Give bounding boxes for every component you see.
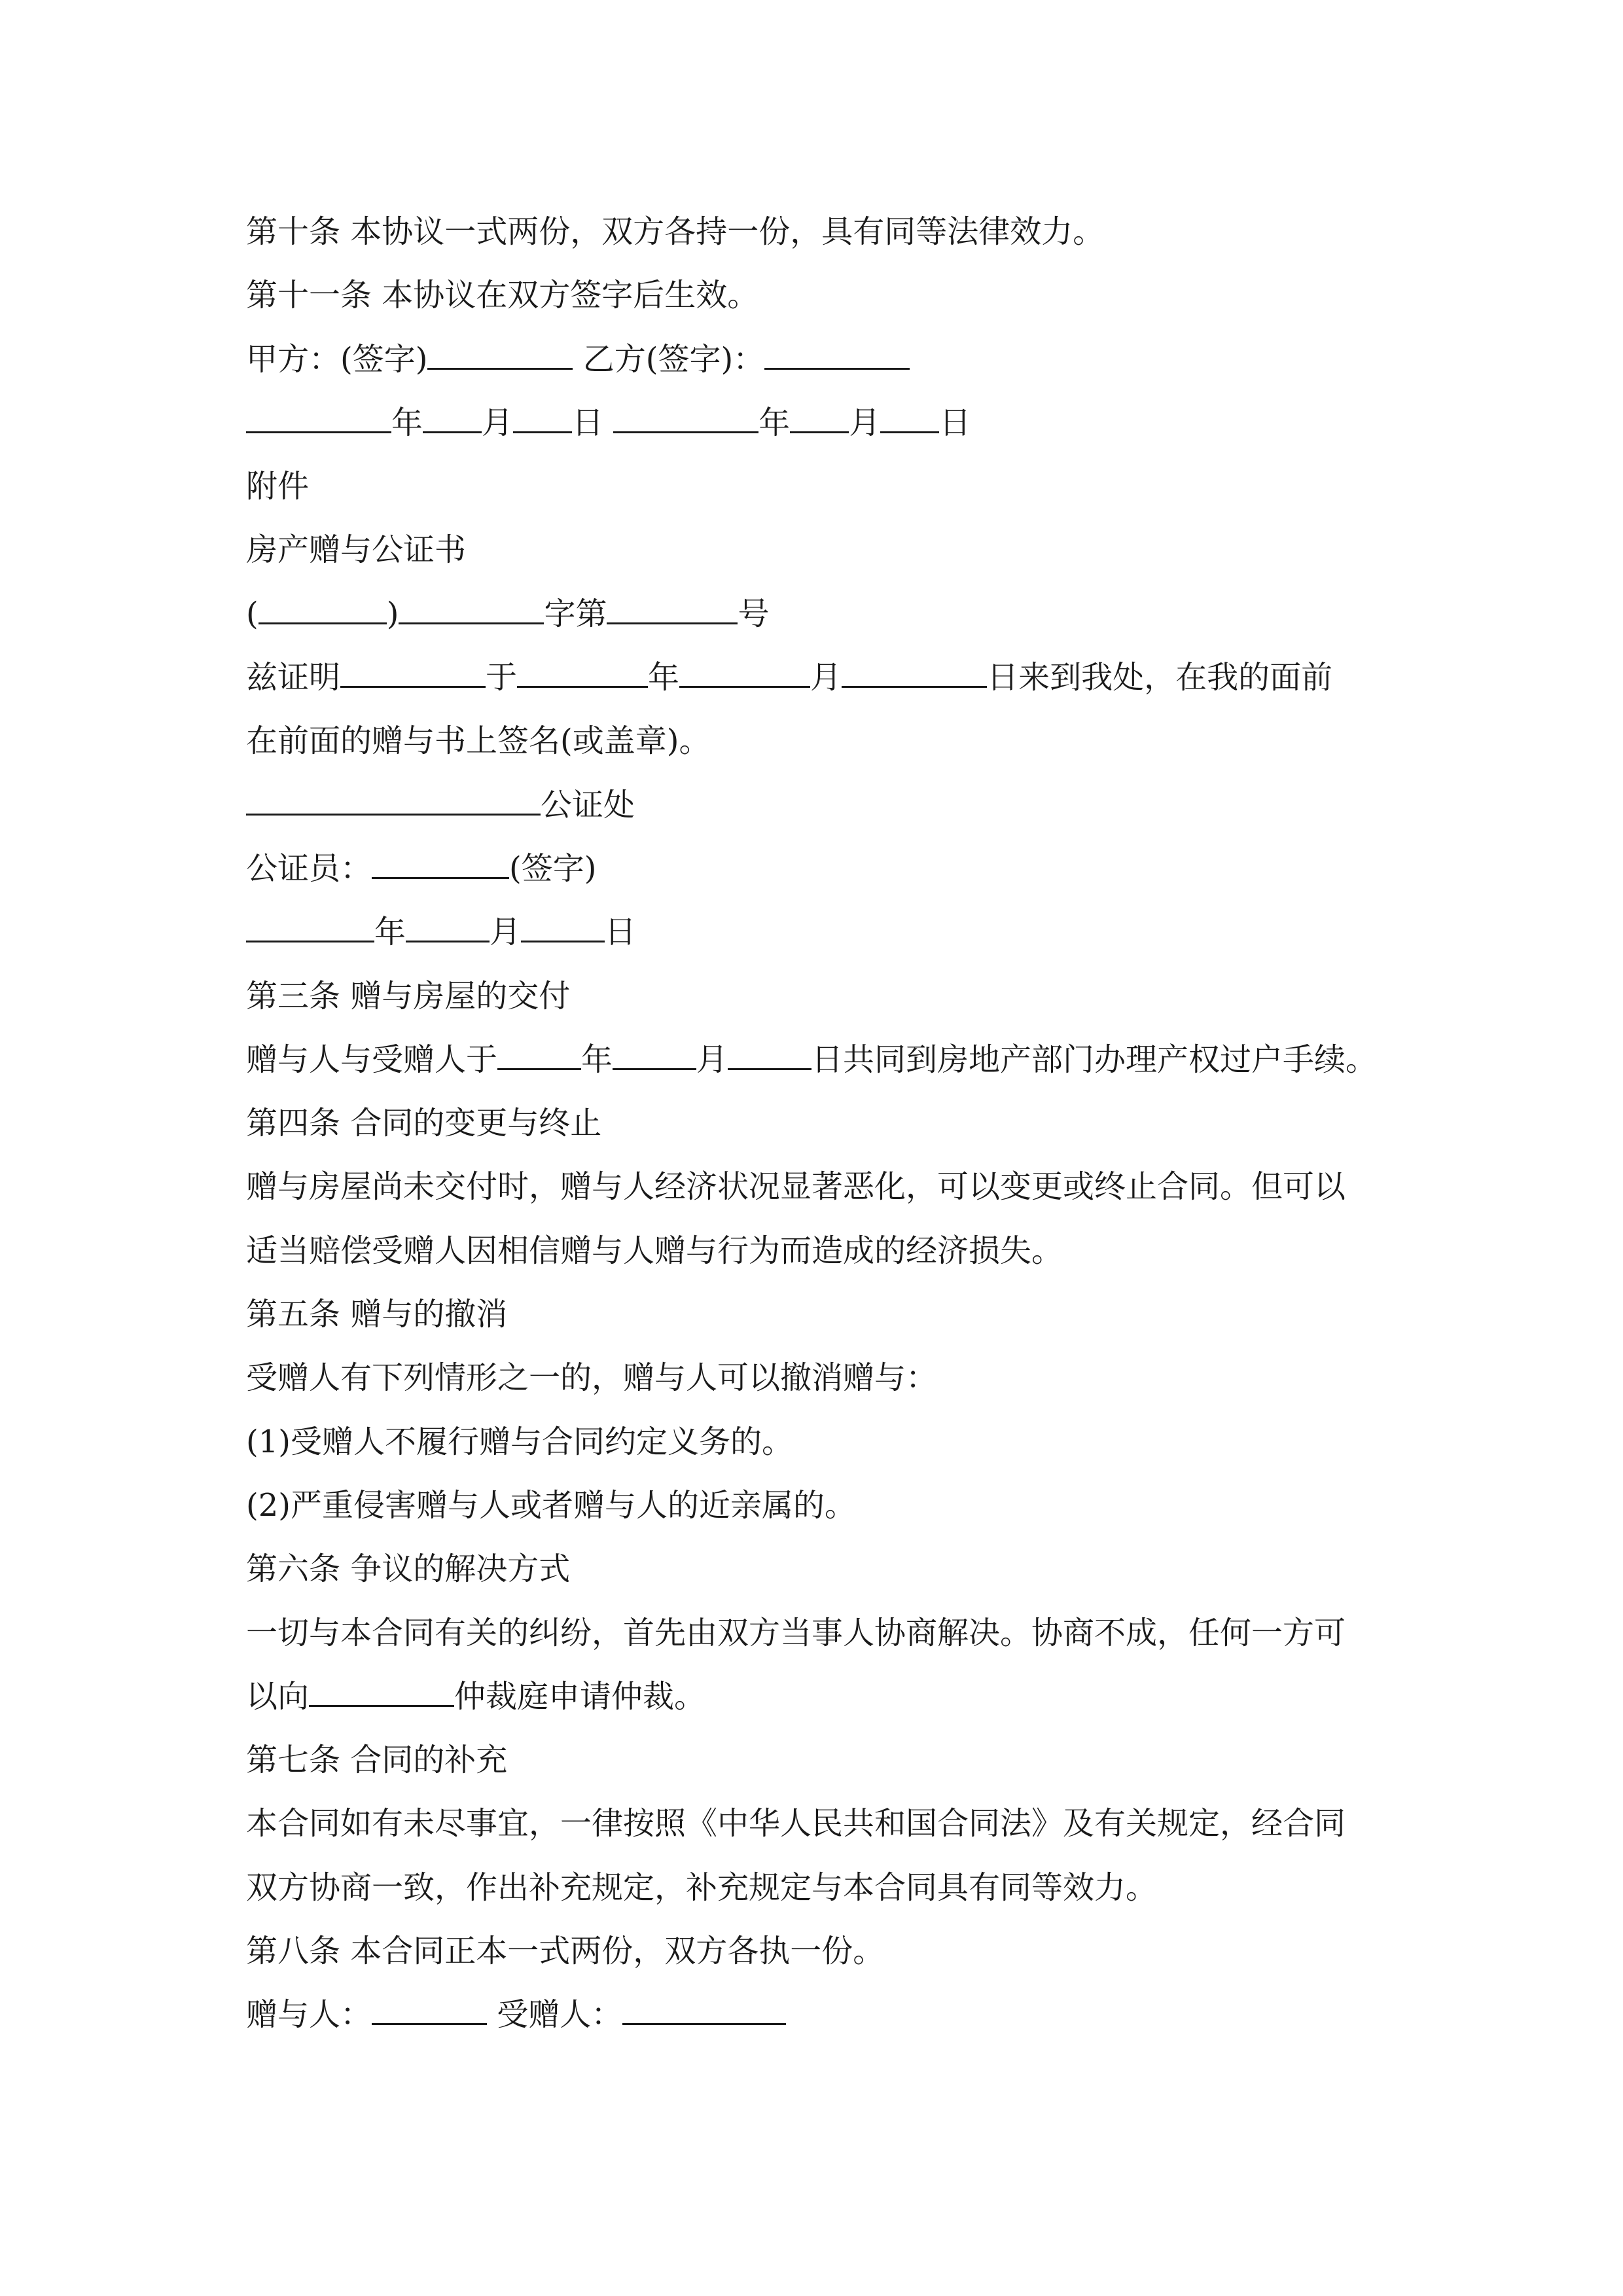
donee-signature-blank [622,1988,786,2025]
notary-office-line: 公证处 [246,774,1398,837]
month-blank [790,396,849,433]
notary-day-blank [521,905,605,942]
handover-day-blank [728,1033,812,1070]
donor-signature-blank [372,1988,487,2025]
notary-month-blank [406,905,490,942]
article-6-heading: 第六条 争议的解决方式 [246,1551,571,1588]
document-body [246,200,1398,2047]
year-blank [246,396,391,433]
article-8: 第八条 本合同正本一式两份，双方各执一份。 [246,1933,885,1970]
article-7-heading: 第七条 合同的补充 [246,1742,508,1779]
article-4-heading: 第四条 合同的变更与终止 [246,1105,602,1142]
signature-date-line: 年 月 日 年 月 日 [246,391,1398,455]
article-4-body-2: 适当赔偿受赠人因相信赠与人赠与行为而造成的经济损失。 [246,1232,1063,1269]
article-5-item-1: (1)受赠人不履行赠与合同约定义务的。 [246,1423,793,1460]
notary-number-blank [607,587,738,624]
article-7-body-2: 双方协商一致，作出补充规定，补充规定与本合同具有同等效力。 [246,1869,1158,1906]
handover-year-blank [497,1033,581,1070]
party-a-signature-blank [427,332,573,370]
notary-officer-blank [372,842,509,879]
notary-certify-line: 兹证明 于 年 月 日来到我处，在我的面前 [246,646,1398,709]
arbitration-blank [309,1670,454,1707]
notary-word-blank [399,587,544,624]
notary-officer-line: 公证员： (签字) [246,837,1398,901]
day-blank [513,396,572,433]
article-7-body-1: 本合同如有未尽事宜，一律按照《中华人民共和国合同法》及有关规定，经合同 [246,1805,1346,1842]
article-5-item-2: (2)严重侵害赠与人或者赠与人的近亲属的。 [246,1486,856,1524]
day-blank [880,396,939,433]
notary-prefix-blank [259,587,387,624]
article-5-heading: 第五条 赠与的撤消 [246,1296,508,1333]
article-4-body-1: 赠与房屋尚未交付时，赠与人经济状况显著恶化，可以变更或终止合同。但可以 [246,1168,1346,1206]
certify-name-blank [340,651,486,688]
handover-month-blank [613,1033,696,1070]
article-10: 第十条 本协议一式两份，双方各持一份，具有同等法律效力。 [246,213,1105,250]
final-signature-line: 赠与人： 受赠人： [246,1983,1398,2047]
article-5-body: 受赠人有下列情形之一的，赠与人可以撤消赠与： [246,1359,938,1397]
article-11: 第十一条 本协议在双方签字后生效。 [246,277,759,314]
certify-month-blank [679,651,810,688]
article-6-body-2: 以向 仲裁庭申请仲裁。 [246,1665,1398,1729]
attachment-heading: 附件 [246,468,310,505]
certify-year-blank [517,651,648,688]
article-3-heading: 第三条 赠与房屋的交付 [246,977,571,1014]
notary-date-line: 年 月 日 [246,901,1398,964]
month-blank [423,396,482,433]
notary-number-line: ( ) 字第 号 [246,583,1398,646]
article-3-body: 赠与人与受赠人于 年 月 日共同到房地产部门办理产权过户手续。 [246,1028,1398,1092]
party-b-signature-blank [764,332,910,370]
notary-title: 房产赠与公证书 [246,531,467,569]
notary-office-blank [246,778,541,816]
article-6-body-1: 一切与本合同有关的纠纷，首先由双方当事人协商解决。协商不成，任何一方可 [246,1614,1346,1651]
year-blank [613,396,758,433]
signature-line-parties: 甲方：(签字) 乙方(签字)： [246,328,1398,391]
notary-certify-continued: 在前面的赠与书上签名(或盖章)。 [246,723,711,760]
notary-year-blank [246,905,374,942]
certify-day-blank [842,651,987,688]
